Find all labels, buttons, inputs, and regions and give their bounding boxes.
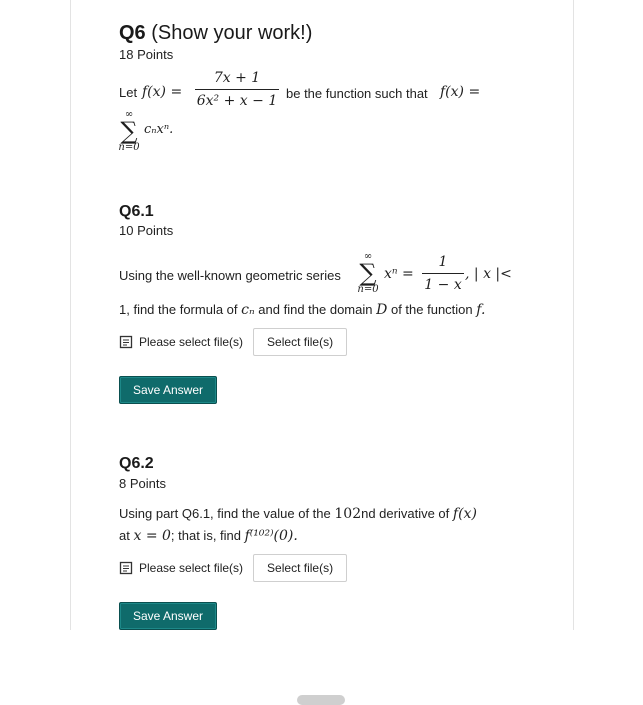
- sigma-icon: ∑: [359, 259, 377, 287]
- intro-sum-term: cₙxⁿ.: [144, 122, 174, 137]
- part2-file-row: [119, 554, 347, 582]
- file-icon: [119, 561, 133, 575]
- question-title: [119, 22, 312, 45]
- part2-line2-a: at: [119, 528, 130, 543]
- question-title-note: (Show your work!): [151, 22, 313, 44]
- part2-line2-x: x = 0: [133, 528, 171, 544]
- part2-line2-b: ; that is, find: [170, 528, 241, 543]
- part2-line1-a: Using part Q6.1, find the value of the: [119, 506, 331, 521]
- part1-line2-a: 1, find the formula of: [119, 302, 238, 317]
- intro-f: f(x) =: [142, 84, 183, 100]
- part1-line2-cn: cₙ: [241, 302, 255, 318]
- part1-frac-denominator: 1 − x: [424, 277, 462, 293]
- intro-sum-upper: ∞: [124, 109, 134, 120]
- part1-line2-c2: of the function: [390, 302, 473, 317]
- part1-save-answer-button[interactable]: Save Answer: [119, 376, 217, 404]
- part2-line2-f: f⁽¹⁰²⁾(0).: [244, 528, 298, 544]
- part1-line2-b: and find the domain: [258, 302, 373, 317]
- part1-line2-f: f.: [476, 302, 486, 318]
- intro-f2: f(x) =: [440, 84, 481, 100]
- part1-file-row: [119, 328, 347, 356]
- intro-sum-lower: n=0: [118, 142, 140, 153]
- part1-sum-lower: n=0: [357, 284, 379, 295]
- intro-frac-denominator: 6x² + x − 1: [196, 93, 278, 109]
- part2-title: Q6.2: [119, 455, 154, 472]
- part2-points: 8 Points: [119, 476, 166, 491]
- part2-file-label: Please select file(s): [139, 561, 244, 575]
- part2-line1-f: f(x): [452, 506, 477, 522]
- part1-sum-term: xⁿ =: [384, 266, 414, 282]
- part1-select-files-button[interactable]: Select file(s): [253, 328, 347, 356]
- part1-title: Q6.1: [119, 203, 154, 220]
- question-number: Q6: [119, 22, 146, 44]
- intro-fraction: [195, 70, 279, 109]
- part1-line2: [119, 302, 485, 318]
- part2-line1-num: 102: [334, 506, 362, 522]
- intro-frac-numerator: 7x + 1: [213, 70, 261, 86]
- part1-file-label: Please select file(s): [139, 335, 244, 349]
- part1-text1: Using the well-known geometric series: [119, 268, 341, 283]
- intro-mid-text: be the function such that: [286, 86, 428, 101]
- part1-sum-upper: ∞: [363, 251, 373, 262]
- scroll-handle[interactable]: [297, 695, 345, 705]
- part2-save-answer-button[interactable]: Save Answer: [119, 602, 217, 630]
- part1-frac-numerator: 1: [438, 254, 448, 270]
- intro-sum: [115, 110, 143, 154]
- question-card: [70, 0, 574, 630]
- sigma-icon: ∑: [120, 117, 138, 145]
- part2-line1-b: nd derivative of: [361, 506, 450, 521]
- part1-frac-bar: [422, 273, 464, 274]
- part1-fraction: [422, 254, 464, 293]
- part1-condition: , | x |<: [465, 266, 512, 282]
- part1-line2-D: D: [376, 302, 388, 318]
- intro-let: Let: [119, 85, 138, 100]
- intro-frac-bar: [195, 89, 279, 90]
- part1-points: 10 Points: [119, 223, 174, 238]
- file-icon: [119, 335, 133, 349]
- part2-line1: [119, 506, 477, 522]
- part2-select-files-button[interactable]: Select file(s): [253, 554, 347, 582]
- part2-line2: [119, 528, 298, 544]
- question-points: 18 Points: [119, 47, 174, 62]
- part1-sum: [354, 252, 382, 296]
